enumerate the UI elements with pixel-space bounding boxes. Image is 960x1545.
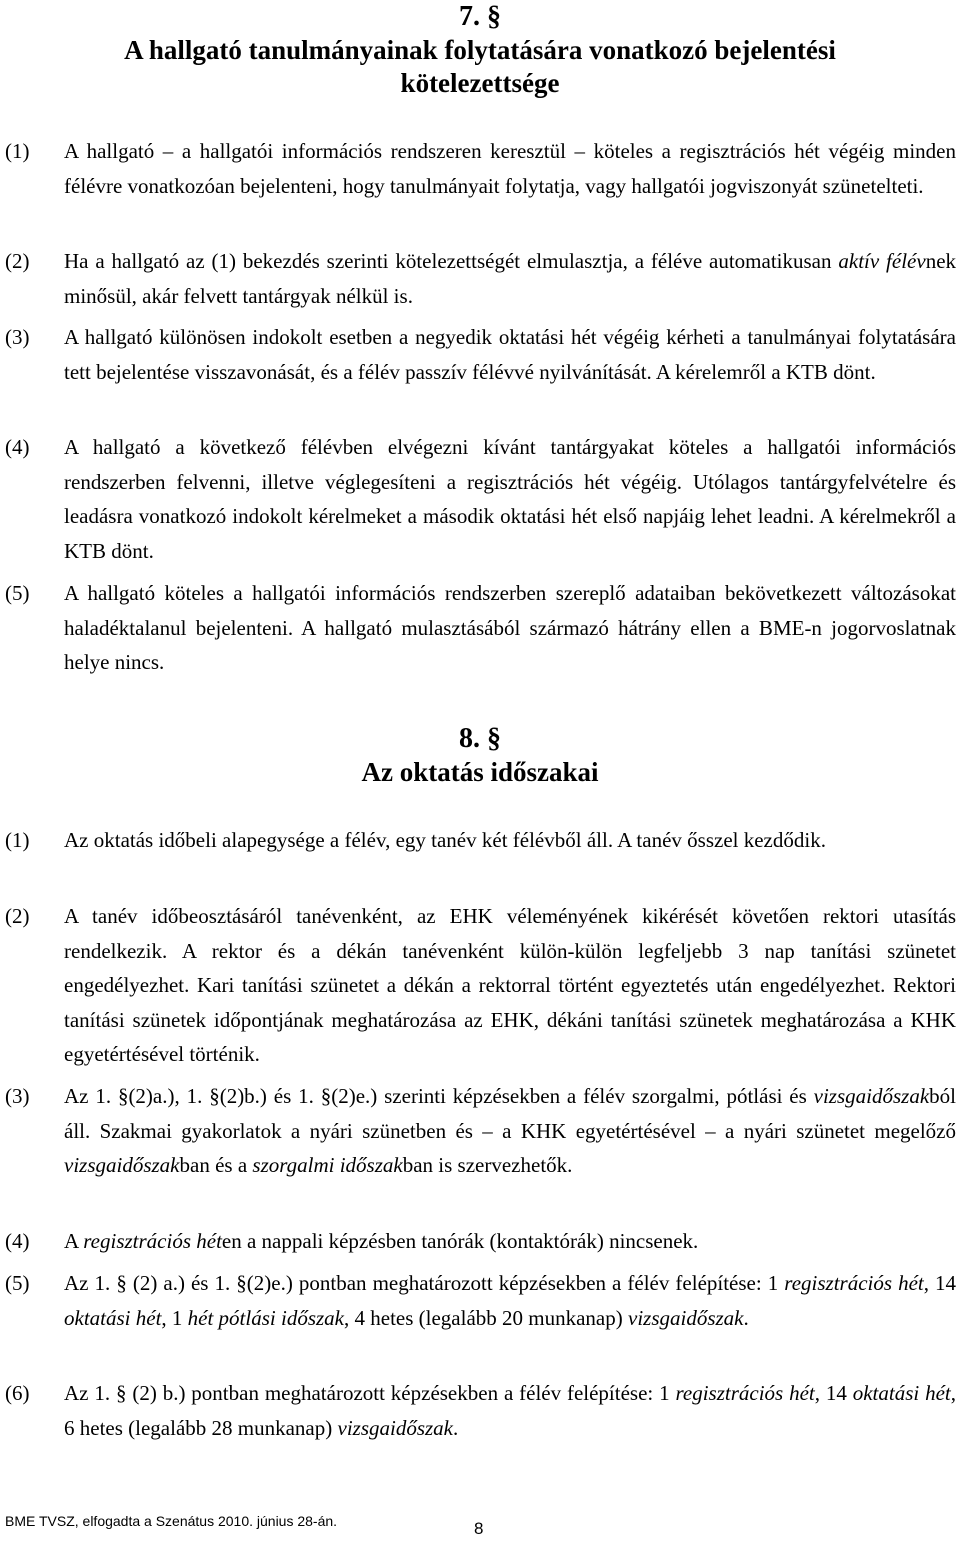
s7-paragraph-4-number: (4) [5,435,30,459]
italic-term: szorgalmi időszak [252,1153,403,1177]
s8-paragraph-1 [64,823,956,858]
text-run: Az 1. § (2) b.) pontban meghatározott képzésekben a félév felépítése: 1 [64,1381,676,1405]
s7-paragraph-4 [64,430,956,568]
italic-term: regisztrációs hét [784,1271,924,1295]
text-run: A hallgató a következő félévben elvégezni kívánt tantárgyakat köteles a hallgatói információs rendszerben felvenni, illetve véglegesíteni a regisztrációs hét végéig. Utólagos tantárgyfelvételre és leadásra vonatkozó indokolt kérelmeket a második oktatási hét első napjáig lehet leadni. A kérelmekről a KTB dönt. [64,435,956,563]
section-8-title: Az oktatás időszakai [361,757,599,787]
text-run: Ha a hallgató az (1) bekezdés szerinti kötelezettségét elmulasztja, a féléve automatikusan [64,249,839,273]
s8-paragraph-5-number: (5) [5,1271,30,1295]
s7-paragraph-2 [64,244,956,313]
section-8-number: 8. § [459,723,501,754]
s8-paragraph-2 [64,899,956,1072]
section-7-number: 7. § [459,1,501,32]
text-run: , 4 hetes (legalább 20 munkanap) [344,1305,628,1330]
italic-term: vizsgaidőszak [628,1305,744,1330]
s7-paragraph-1-number: (1) [5,139,30,163]
text-run: , 6 hetes (legalább 28 munkanap) [64,1381,956,1440]
text-run: A [64,1229,84,1253]
text-run: A tanév időbeosztásáról tanévenként, az EHK véleményének kikérését követően rektori utasítás rendelkezik. A rektor és a dékán tanévenként külön-külön legfeljebb 3 nap tanítási szünetet engedélyezhet. Kari tanítási szünetet a dékán a rektorral történt egyeztetés után engedélyezhet. Rektori tanítási szünetek időpontjának meghatározása az EHK, dékáni tanítási szünetek meghatározása a KHK egyetértésével történik. [64,904,956,1066]
italic-term: aktív félév [838,249,926,273]
text-run: nek minősül, akár felvett tantárgyak nélkül is. [64,249,957,308]
italic-term: vizsgaidőszak [337,1415,453,1440]
text-run: ból áll. Szakmai gyakorlatok a nyári szünetben és – a KHK egyetértésével – a nyári szünetet megelőző [64,1084,956,1143]
text-run: A hallgató – a hallgatói információs rendszeren keresztül – köteles a regisztrációs hét végéig minden félévre vonatkozóan bejelenteni, hogy tanulmányait folytatja, vagy hallgatói jogviszonyát szünetelteti. [64,139,956,198]
italic-term: hét pótlási időszak [187,1305,344,1330]
text-run: ban is szervezhetők. [402,1153,573,1177]
text-run: , 14 [814,1381,853,1405]
text-run: , 1 [161,1305,188,1330]
s7-paragraph-3-number: (3) [5,325,30,349]
text-run: Az 1. § (2) a.) és 1. §(2)e.) pontban meghatározott képzésekben a félév felépítése: 1 [64,1271,785,1295]
s7-paragraph-5 [64,576,956,680]
text-run: ban és a [179,1153,253,1177]
text-run: A hallgató köteles a hallgatói információs rendszerben szereplő adataiban bekövetkezett változásokat haladéktalanul bejelenteni. A hallgató mulasztásából származó hátrány ellen a BME-n jogorvoslatnak helye nincs. [64,581,956,674]
text-run: . [743,1305,749,1330]
italic-term: oktatási hét [852,1381,951,1405]
s8-paragraph-1-number: (1) [5,828,30,852]
s8-paragraph-4 [64,1224,956,1259]
text-run: , 14 [923,1271,957,1295]
s7-paragraph-3 [64,320,956,389]
s8-paragraph-3-number: (3) [5,1084,30,1108]
page-number: 8 [474,1519,484,1538]
s8-paragraph-2-number: (2) [5,904,30,928]
text-run: Az 1. §(2)a.), 1. §(2)b.) és 1. §(2)e.) szerinti képzésekben a félév szorgalmi, pótlási és [64,1084,814,1108]
s8-paragraph-5 [64,1266,956,1335]
footer-text: BME TVSZ, elfogadta a Szenátus 2010. június 28-án. [5,1513,338,1529]
s7-paragraph-5-number: (5) [5,581,30,605]
text-run: A hallgató különösen indokolt esetben a negyedik oktatási hét végéig kérheti a tanulmányai folytatására tett bejelentése visszavonását, és a félév passzív félévvé nyilvánítását. A kérelemről a KTB dönt. [64,325,956,384]
s8-paragraph-6 [64,1376,956,1445]
s8-paragraph-6-number: (6) [5,1381,30,1405]
section-7-title-line-2: kötelezettsége [400,68,560,98]
s7-paragraph-1 [64,134,956,203]
text-run: en a nappali képzésben tanórák (kontaktórák) nincsenek. [221,1229,699,1253]
s7-paragraph-2-number: (2) [5,249,30,273]
italic-term: oktatási hét [64,1305,162,1330]
s8-paragraph-4-number: (4) [5,1229,30,1253]
italic-term: regisztrációs hét [83,1229,222,1253]
italic-term: vizsgaidőszak [813,1084,930,1108]
s8-paragraph-3 [64,1079,956,1183]
text-run: Az oktatás időbeli alapegysége a félév, egy tanév két félévből áll. A tanév ősszel kezdődik. [64,828,826,852]
italic-term: regisztrációs hét [675,1381,815,1405]
italic-term: vizsgaidőszak [64,1153,180,1177]
section-7-title-line-1: A hallgató tanulmányainak folytatására vonatkozó bejelentési [124,35,836,65]
text-run: . [453,1415,459,1440]
